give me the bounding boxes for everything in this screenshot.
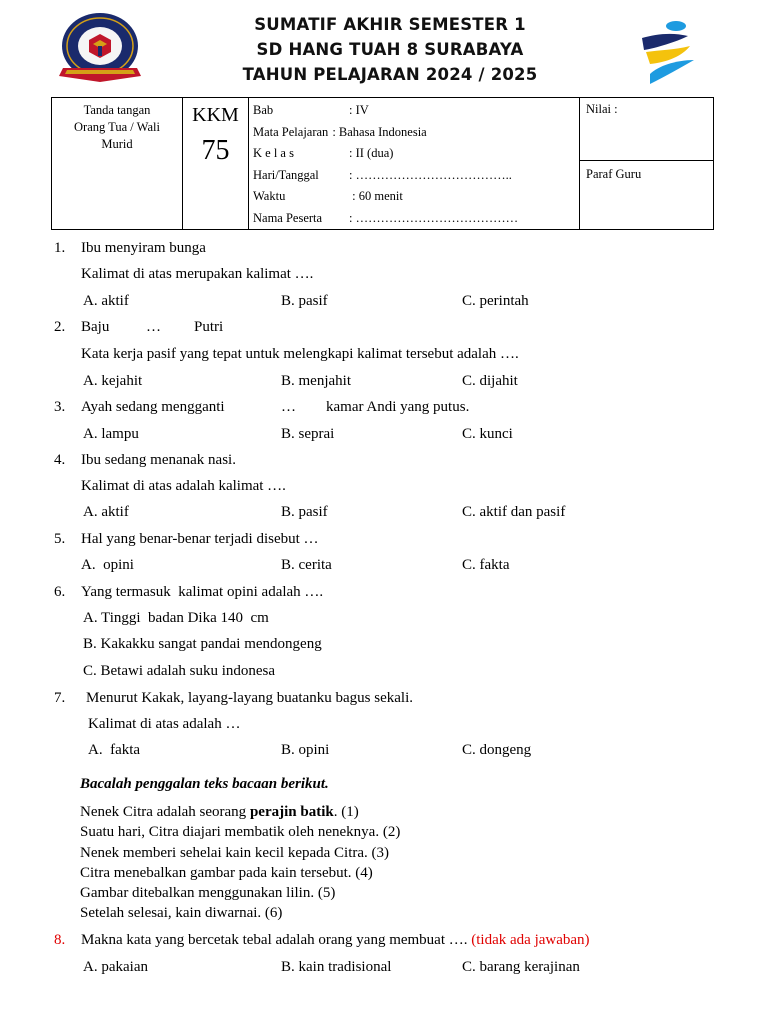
option-b[interactable]: B. pasif <box>281 504 328 520</box>
option-a[interactable]: A. opini <box>81 557 134 573</box>
passage-line-4: Citra menebalkan gambar pada kain tersebut. (4) <box>80 864 373 881</box>
question-subtext: Kalimat di atas adalah … <box>88 716 241 732</box>
question-subtext: Kalimat di atas adalah kalimat …. <box>81 478 286 494</box>
question-number: 5. <box>54 531 66 547</box>
detail-row-subject <box>253 122 579 144</box>
option-a[interactable]: A. lampu <box>83 426 139 442</box>
detail-value: : Bahasa Indonesia <box>332 124 427 139</box>
reading-instruction: Bacalah penggalan teks bacaan berikut. <box>80 776 329 792</box>
question-text: kamar Andi yang putus. <box>326 399 470 415</box>
blank-marker: … <box>281 399 296 415</box>
question-text: Ibu sedang menanak nasi. <box>81 452 236 468</box>
option-a[interactable]: A. Tinggi badan Dika 140 cm <box>83 610 269 626</box>
detail-row-date[interactable] <box>253 165 579 187</box>
title-line-3: TAHUN PELAJARAN 2024 / 2025 <box>242 65 538 84</box>
school-emblem-icon <box>55 10 145 88</box>
student-info-table <box>51 97 714 230</box>
option-b[interactable]: B. kain tradisional <box>281 959 392 975</box>
question-text: Menurut Kakak, layang-layang buatanku bagus sekali. <box>86 690 413 706</box>
passage-line-3: Nenek memberi sehelai kain kecil kepada Citra. (3) <box>80 844 390 861</box>
question-text: Ayah sedang mengganti <box>81 399 225 415</box>
passage-line-2: Suatu hari, Citra diajari membatik oleh neneknya. (2) <box>80 824 401 841</box>
option-a[interactable]: A. aktif <box>83 293 129 309</box>
detail-value: : 60 menit <box>349 189 403 203</box>
question-number: 4. <box>54 452 66 468</box>
participant-name-field[interactable]: : ………………………………… <box>349 210 519 225</box>
detail-value: : II (dua) <box>349 146 394 160</box>
detail-value: : IV <box>349 103 369 117</box>
passage-line-5: Gambar ditebalkan menggunakan lilin. (5) <box>80 885 336 902</box>
passage-line-1 <box>80 802 400 822</box>
exam-details <box>249 98 580 230</box>
title-line-1: SUMATIF AKHIR SEMESTER 1 <box>254 15 526 34</box>
question-text: Hal yang benar-benar terjadi disebut … <box>81 531 319 547</box>
detail-label: K e l a s <box>253 146 294 160</box>
question-number: 8. <box>54 932 66 948</box>
kkm-box <box>183 98 249 230</box>
parent-signature-box[interactable] <box>52 98 183 230</box>
blank-marker: … <box>146 319 161 335</box>
option-c[interactable]: C. kunci <box>462 426 513 442</box>
score-box[interactable] <box>580 98 714 161</box>
signature-label-1: Tanda tangan <box>83 103 151 117</box>
question-text: Baju <box>81 319 110 335</box>
question-number: 3. <box>54 399 66 415</box>
bold-term: perajin batik <box>249 804 334 820</box>
question-number: 2. <box>54 319 66 335</box>
option-c[interactable]: C. barang kerajinan <box>462 959 580 975</box>
option-b[interactable]: B. seprai <box>281 426 335 442</box>
option-c[interactable]: C. fakta <box>462 557 510 573</box>
question-subtext: Kalimat di atas merupakan kalimat …. <box>81 266 314 282</box>
signature-label-3: Murid <box>101 137 133 151</box>
reading-passage <box>80 802 400 924</box>
tut-wuri-logo-icon <box>636 16 698 86</box>
option-b[interactable]: B. opini <box>281 742 330 758</box>
question-number: 7. <box>54 690 66 706</box>
question-number: 1. <box>54 240 66 256</box>
option-a[interactable]: A. aktif <box>83 504 129 520</box>
option-c[interactable]: C. perintah <box>462 293 529 309</box>
option-a[interactable]: A. fakta <box>88 742 141 758</box>
question-text: Ibu menyiram bunga <box>81 240 206 256</box>
detail-label: Waktu <box>253 189 286 203</box>
detail-row-name[interactable] <box>253 208 579 230</box>
option-b[interactable]: B. menjahit <box>281 373 351 389</box>
option-a[interactable]: A. pakaian <box>83 959 148 975</box>
kkm-label: KKM <box>192 104 239 126</box>
question-number: 6. <box>54 584 66 600</box>
option-b[interactable]: B. cerita <box>281 557 332 573</box>
kkm-value: 75 <box>201 135 230 166</box>
option-c[interactable]: C. dijahit <box>462 373 518 389</box>
detail-row-time <box>253 186 579 208</box>
detail-label: Nama Peserta <box>253 210 323 225</box>
option-b[interactable]: B. pasif <box>281 293 328 309</box>
title-line-2: SD HANG TUAH 8 SURABAYA <box>256 40 524 59</box>
signature-label-2: Orang Tua / Wali <box>74 120 160 134</box>
detail-label: Mata Pelajaran <box>253 124 329 139</box>
teacher-initial-label: Paraf Guru <box>586 167 642 181</box>
option-c[interactable]: C. dongeng <box>462 742 532 758</box>
question-text: Yang termasuk kalimat opini adalah …. <box>81 584 324 600</box>
question-body: Makna kata yang bercetak tebal adalah orang yang membuat …. <box>81 932 468 948</box>
teacher-initial-box[interactable] <box>580 161 714 230</box>
page-header <box>0 0 768 96</box>
option-c[interactable]: C. aktif dan pasif <box>462 504 566 520</box>
date-field[interactable]: : ……………………………….. <box>349 167 512 182</box>
question-text: Putri <box>194 319 224 335</box>
score-label: Nilai : <box>586 102 618 116</box>
answer-note: (tidak ada jawaban) <box>471 932 590 948</box>
option-c[interactable]: C. Betawi adalah suku indonesa <box>83 663 276 679</box>
option-b[interactable]: B. Kakakku sangat pandai mendongeng <box>83 636 322 652</box>
question-text <box>81 931 590 949</box>
passage-text: Nenek Citra adalah seorang <box>80 804 250 820</box>
question-subtext: Kata kerja pasif yang tepat untuk melengkapi kalimat tersebut adalah …. <box>81 346 519 362</box>
document-title <box>160 12 620 87</box>
detail-label: Bab <box>253 103 274 117</box>
option-a[interactable]: A. kejahit <box>83 373 143 389</box>
passage-text: . (1) <box>333 804 359 820</box>
detail-label: Hari/Tanggal <box>253 167 319 182</box>
detail-row-class <box>253 143 579 165</box>
detail-row-bab <box>253 100 579 122</box>
passage-line-6: Setelah selesai, kain diwarnai. (6) <box>80 905 283 922</box>
